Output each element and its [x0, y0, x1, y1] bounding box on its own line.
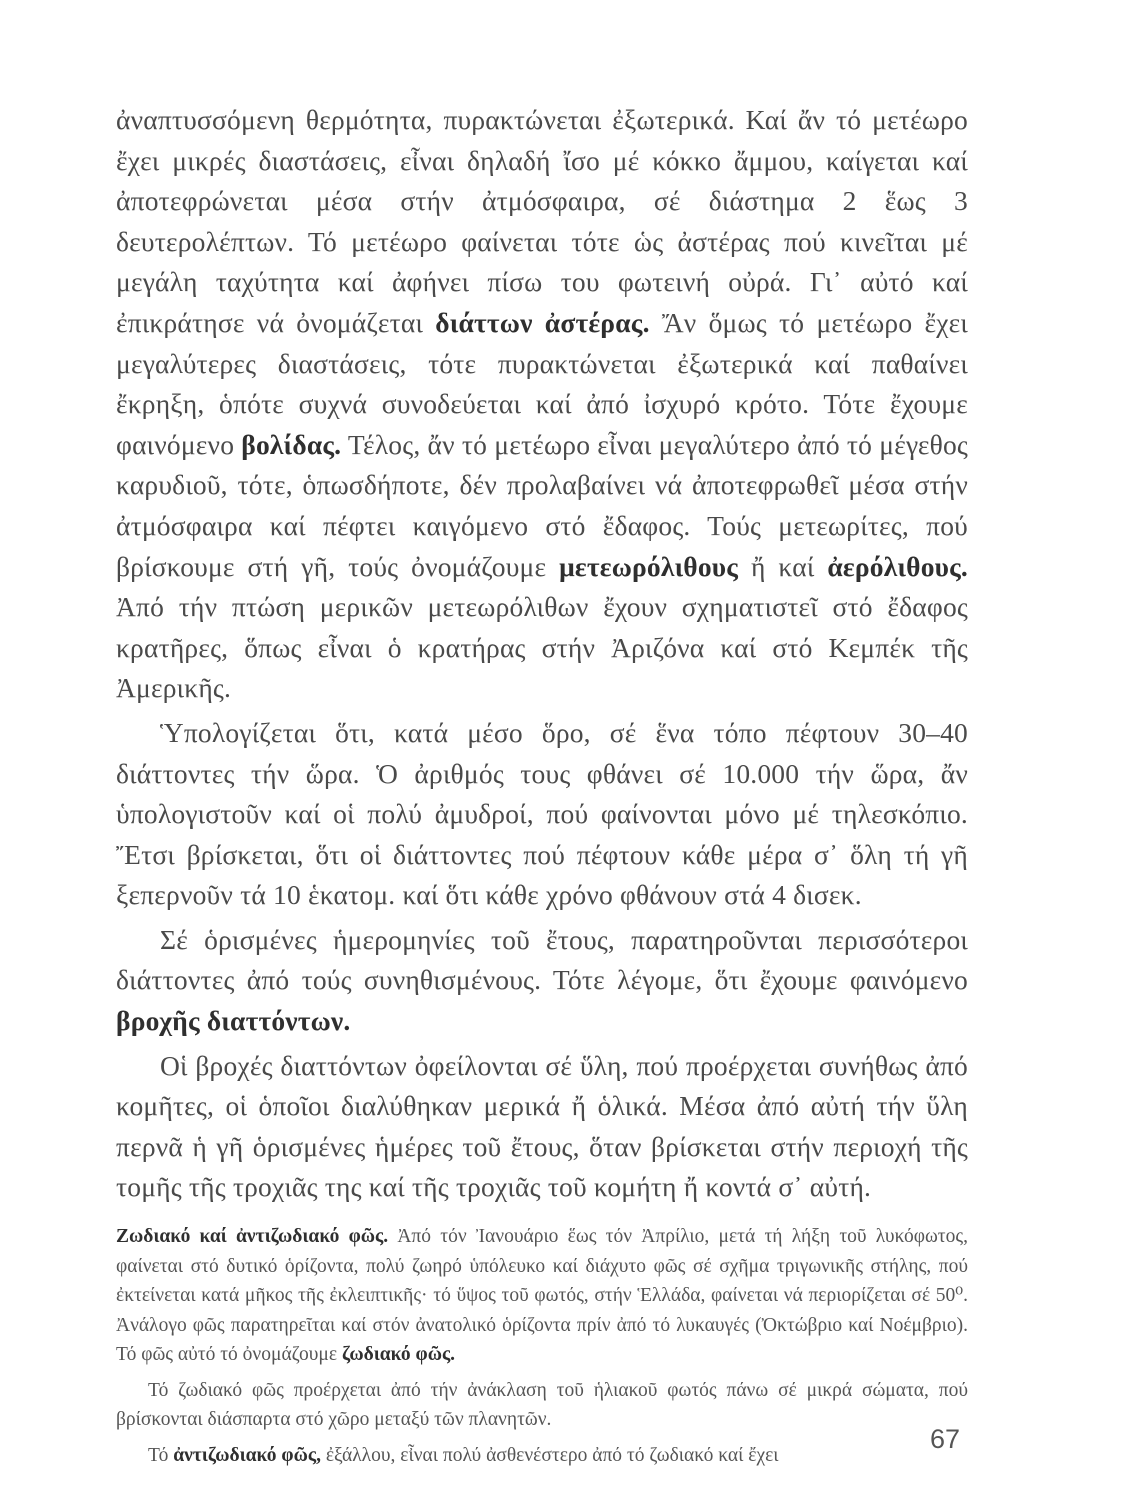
text-run: Ὑπολογίζεται ὅτι, κατά μέσο ὅρο, σέ ἕνα τόπο πέφτουν 30–40 διάττοντες τήν ὥρα. Ὁ ἀριθμός τους φθάνει σέ 10.000 τήν ὥρα, ἄν ὑπολογιστοῦν καί οἱ πολύ ἀμυδροί, πού φαίνονται μόνο μέ τηλεσκόπιο. Ἔτσι βρίσκεται, ὅτι οἱ διάττοντες πού πέφτουν κάθε μέρα σ᾿ ὅλη τή γῆ ξεπερνοῦν τά 10 ἑκατομ. καί ὅτι κάθε χρόνο φθάνουν στά 4 δισεκ.	[116, 716, 968, 911]
bold-term: Ζωδιακό καί ἀντιζωδιακό φῶς.	[116, 1226, 389, 1248]
bold-term: ζωδιακό φῶς.	[341, 1344, 456, 1366]
text-run: Ἄν ὅμως τό μετέωρο ἔχει μεγαλύτερες διαστάσεις, τότε πυρακτώνεται ἐξωτερικά καί παθαίνει ἔκρηξη, ὁπότε συχνά συνοδεύεται καί ἀπό ἰσχυρό κρότο. Τότε ἔχουμε φαινόμενο	[116, 306, 968, 460]
bold-term: ἀερόλιθους.	[827, 550, 968, 582]
main-text	[116, 100, 968, 1208]
main-paragraph	[116, 1046, 968, 1208]
text-run: Τό	[148, 1444, 174, 1466]
text-run: ἀναπτυσσόμενη θερμότητα, πυρακτώνεται ἐξωτερικά. Καί ἄν τό μετέωρο ἔχει μικρές διαστάσεις, εἶναι δηλαδή ἴσο μέ κόκκο ἄμμου, καίγεται καί ἀποτεφρώνεται μέσα στήν ἀτμόσφαιρα, σέ διάστημα 2 ἕως 3 δευτερολέπτων. Τό μετέωρο φαίνεται τότε ὡς ἀστέρας πού κινεῖται μέ μεγάλη ταχύτητα καί ἀφήνει πίσω του φωτεινή οὐρά. Γι᾿ αὐτό καί ἐπικράτησε νά ὀνομάζεται	[116, 104, 968, 338]
bold-term: βολίδας.	[241, 428, 342, 460]
page-number: 67	[930, 1424, 961, 1454]
text-run: Σέ ὁρισμένες ἡμερομηνίες τοῦ ἔτους, παρατηροῦνται περισσότεροι διάττοντες ἀπό τούς συνηθισμένους. Τότε λέγομε, ὅτι ἔχουμε φαινόμενο	[116, 923, 968, 996]
small-paragraph	[116, 1376, 968, 1435]
page-body	[116, 100, 968, 1470]
zodiacal-light-section	[116, 1222, 968, 1470]
main-paragraph	[116, 713, 968, 916]
text-run: ἤ καί	[738, 550, 828, 582]
bold-term: διάττων ἀστέρας.	[435, 306, 650, 338]
small-paragraph	[116, 1222, 968, 1370]
bold-term: βροχῆς διαττόντων.	[116, 1005, 351, 1037]
bold-term: ἀντιζωδιακό φῶς,	[173, 1444, 321, 1466]
small-paragraph	[116, 1441, 968, 1471]
bold-term: μετεωρόλιθους	[559, 550, 739, 582]
text-run: Τό ζωδιακό φῶς προέρχεται ἀπό τήν ἀνάκλαση τοῦ ἡλιακοῦ φωτός πάνω σέ μικρά σώματα, πού βρίσκονται διάσπαρτα στό χῶρο μεταξύ τῶν πλανητῶν.	[116, 1379, 968, 1431]
text-run: Οἱ βροχές διαττόντων ὀφείλονται σέ ὕλη, πού προέρχεται συνήθως ἀπό κομῆτες, οἱ ὁποῖοι διαλύθηκαν μερικά ἤ ὁλικά. Μέσα ἀπό αὐτή τήν ὕλη περνᾶ ἡ γῆ ὁρισμένες ἡμέρες τοῦ ἔτους, ὅταν βρίσκεται στήν περιοχή τῆς τομῆς τῆς τροχιᾶς της καί τῆς τροχιᾶς τοῦ κομήτη ἤ κοντά σ᾿ αὐτή.	[116, 1049, 968, 1203]
main-paragraph	[116, 920, 968, 1042]
text-run: Ἀπό τόν Ἰανουάριο ἕως τόν Ἀπρίλιο, μετά τή λήξη τοῦ λυκόφωτος, φαίνεται στό δυτικό ὁρίζοντα, πολύ ζωηρό ὑπόλευκο καί διάχυτο φῶς σέ σχῆμα τριγωνικῆς στήλης, πού ἐκτείνεται κατά μῆκος τῆς ἐκλειπτικῆς· τό ὕψος τοῦ φωτός, στήν Ἑλλάδα, φαίνεται νά περιορίζεται σέ 50⁰. Ἀνάλογο φῶς παρατηρεῖται καί στόν ἀνατολικό ὁρίζοντα πρίν ἀπό τό λυκαυγές (Ὀκτώβριο καί Νοέμβριο). Τό φῶς αὐτό τό ὀνομάζουμε	[116, 1226, 968, 1366]
text-run: Τέλος, ἄν τό μετέωρο εἶναι μεγαλύτερο ἀπό τό μέγεθος καρυδιοῦ, τότε, ὁπωσδήποτε, δέν προλαβαίνει νά ἀποτεφρωθεῖ μέσα στήν ἀτμόσφαιρα καί πέφτει καιγόμενο στό ἔδαφος. Τούς μετεωρίτες, πού βρίσκουμε στή γῆ, τούς ὀνομάζουμε	[116, 428, 968, 582]
main-paragraph	[116, 100, 968, 709]
text-run: ἐξάλλου, εἶναι πολύ ἀσθενέστερο ἀπό τό ζωδιακό καί ἔχει	[320, 1444, 779, 1466]
text-run: Ἀπό τήν πτώση μερικῶν μετεωρόλιθων ἔχουν σχηματιστεῖ στό ἔδαφος κρατῆρες, ὅπως εἶναι ὁ κρατήρας στήν Ἀριζόνα καί στό Κεμπέκ τῆς Ἀμερικῆς.	[116, 591, 968, 704]
